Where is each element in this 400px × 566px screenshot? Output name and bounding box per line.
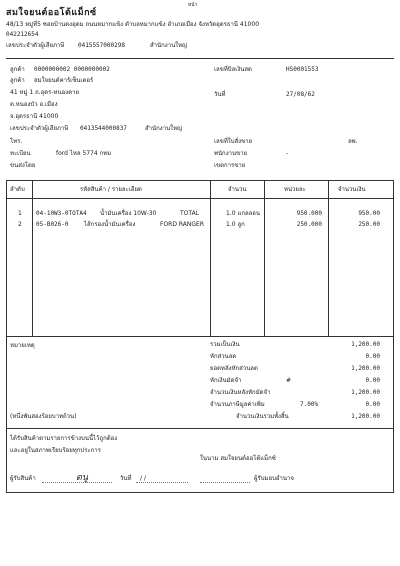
job-label: เขตการขาย (214, 162, 246, 169)
row-1-desc: น้ำมันเครื่อง 10W-30 (100, 210, 157, 217)
customer-address-2: ต.หนองบัว อ.เมือง (10, 101, 58, 108)
total-label-4: หักเงินมัดจำ (210, 377, 242, 384)
company-branch: สำนักงานใหญ่ (150, 42, 188, 49)
row-1-no: 1 (18, 210, 22, 217)
deposit-hash: # (286, 377, 292, 384)
row-2-brand: FORD RANGER (160, 221, 204, 228)
col-divider-2 (210, 180, 211, 336)
col-divider-3 (264, 180, 265, 336)
ship-label: ขนส่งโดย (10, 162, 36, 169)
customer-name-label: ลูกค้า (10, 77, 25, 84)
row-1-code: 04-10W3-0TOTA4 (36, 210, 87, 217)
th-no: ลำดับ (10, 186, 25, 193)
footer-right-border (393, 428, 394, 492)
row-1-qty: 1.0 แกลลอน (226, 210, 261, 217)
row-2-code: 05-B026-0 (36, 221, 69, 228)
customer-branch: สำนักงานใหญ่ (145, 125, 183, 132)
company-address: 48/13 หมู่ที่5 ซอยบ้านดงอุดม ถนนหมากแข้ง ตำบลหมากแข้ง อำเภอเมือง จังหวัดอุดรธานี 41000 (6, 21, 260, 28)
receive-date-slashes: / / (140, 475, 146, 482)
table-bottom-border (6, 336, 394, 337)
th-qty: จำนวน (228, 186, 247, 193)
vat-rate: 7.00% (300, 401, 319, 408)
grand-total-value: 1,200.00 (351, 413, 380, 420)
total-label-3: ยอดหลังหักส่วนลด (210, 365, 258, 372)
table-left-border (6, 180, 7, 336)
receipt-line-1: ได้รับสินค้าตามรายการข้างบนนี้ไว้ถูกต้อง (10, 435, 118, 442)
staff-label: พนักงานขาย (214, 150, 248, 157)
receive-date-line (136, 482, 188, 483)
row-2-no: 2 (18, 221, 22, 228)
row-1-price: 950.000 (296, 210, 322, 217)
total-value-4: 0.00 (365, 377, 380, 384)
row-1-amount: 950.00 (358, 210, 380, 217)
customer-tax-id: 0413544000837 (80, 125, 127, 132)
table-right-border (393, 180, 394, 336)
total-value-2: 0.00 (365, 353, 380, 360)
staff-value: - (286, 150, 289, 157)
th-item: รหัสสินค้า / รายละเอียด (80, 186, 142, 193)
receipt-line-2: และอยู่ในสภาพเรียบร้อยทุกประการ (10, 447, 101, 454)
total-label-6: จำนวนภาษีมูลค่าเพิ่ม (210, 401, 265, 408)
total-value-6: 0.00 (365, 401, 380, 408)
receiver-label: ผู้รับสินค้า (10, 475, 36, 482)
customer-code-label: ลูกค้า (10, 66, 25, 73)
company-phone: 042212654 (6, 31, 39, 38)
customer-name: สมใจยนต์คาร์เซ็นเตอร์ (34, 77, 94, 84)
notes-label: หมายเหตุ (10, 342, 35, 349)
footer-bottom-border (6, 492, 394, 493)
order-label: เลขที่ใบสั่งขาย (214, 138, 253, 145)
amount-in-words: (หนึ่งพันสองร้อยบาทถ้วน) (10, 413, 77, 420)
notes-right-border (393, 336, 394, 428)
row-1-brand: TOTAL (180, 210, 200, 217)
footer-left-border (6, 428, 7, 492)
company-tax-label: เลขประจำตัวผู้เสียภาษี (6, 42, 65, 49)
th-price: หน่วยละ (284, 186, 306, 193)
col-divider-4 (328, 180, 329, 336)
customer-phone-label: โทร. (10, 138, 23, 145)
doc-code-label: ลพ. (348, 138, 358, 145)
authorized-label: ผู้รับมอบอำนาจ (254, 475, 294, 482)
doc-no: HS0001553 (286, 66, 319, 73)
total-label-5: จำนวนเงินหลังหักมัดจำ (210, 389, 271, 396)
company-name: สมใจยนต์ออโต้แม็กซ์ (6, 8, 97, 18)
row-2-amount: 250.00 (358, 221, 380, 228)
vehicle-value: ford ไหล 5774 กทม (56, 150, 112, 157)
notes-bottom-border (6, 428, 394, 429)
total-label-2: หักส่วนลด (210, 353, 237, 360)
total-value-5: 1,200.00 (351, 389, 380, 396)
doc-date: 27/08/62 (286, 91, 315, 98)
company-tax-id: 0415557000298 (78, 42, 125, 49)
info-box-top (6, 58, 394, 59)
doc-date-label: วันที่ (214, 91, 226, 98)
customer-address-1: 41 หมู่ 1 ถ.อุดร-หนองคาย (10, 89, 79, 96)
total-value-1: 1,200.00 (351, 341, 380, 348)
th-amount: จำนวนเงิน (338, 186, 366, 193)
table-header-border (6, 198, 394, 199)
col-divider-1 (32, 180, 33, 336)
customer-tax-label: เลขประจำตัวผู้เสียภาษี (10, 125, 69, 132)
customer-address-3: จ.อุดรธานี 41000 (10, 113, 59, 120)
row-2-qty: 1.0 ลูก (226, 221, 245, 228)
total-label-1: รวมเป็นเงิน (210, 341, 240, 348)
receive-date-label: วันที่ (120, 475, 132, 482)
authorized-signature-line (200, 482, 250, 483)
page-mark: หน้า (188, 2, 198, 8)
vehicle-label: ทะเบียน (10, 150, 31, 157)
receiver-signature: ดนู (76, 473, 88, 483)
total-label-7: จำนวนเงินรวมทั้งสิ้น (236, 413, 289, 420)
notes-left-border (6, 336, 7, 428)
customer-code: 0000000002 0000000002 (34, 66, 110, 73)
row-2-desc: ไส้กรองน้ำมันเครื่อง (84, 221, 136, 228)
total-value-3: 1,200.00 (351, 365, 380, 372)
row-2-price: 250.000 (296, 221, 322, 228)
doc-no-label: เลขที่บิลเงินสด (214, 66, 252, 73)
table-top-border (6, 180, 394, 181)
on-behalf-company: ในนาม สมใจยนต์ออโต้แม็กซ์ (200, 455, 276, 462)
